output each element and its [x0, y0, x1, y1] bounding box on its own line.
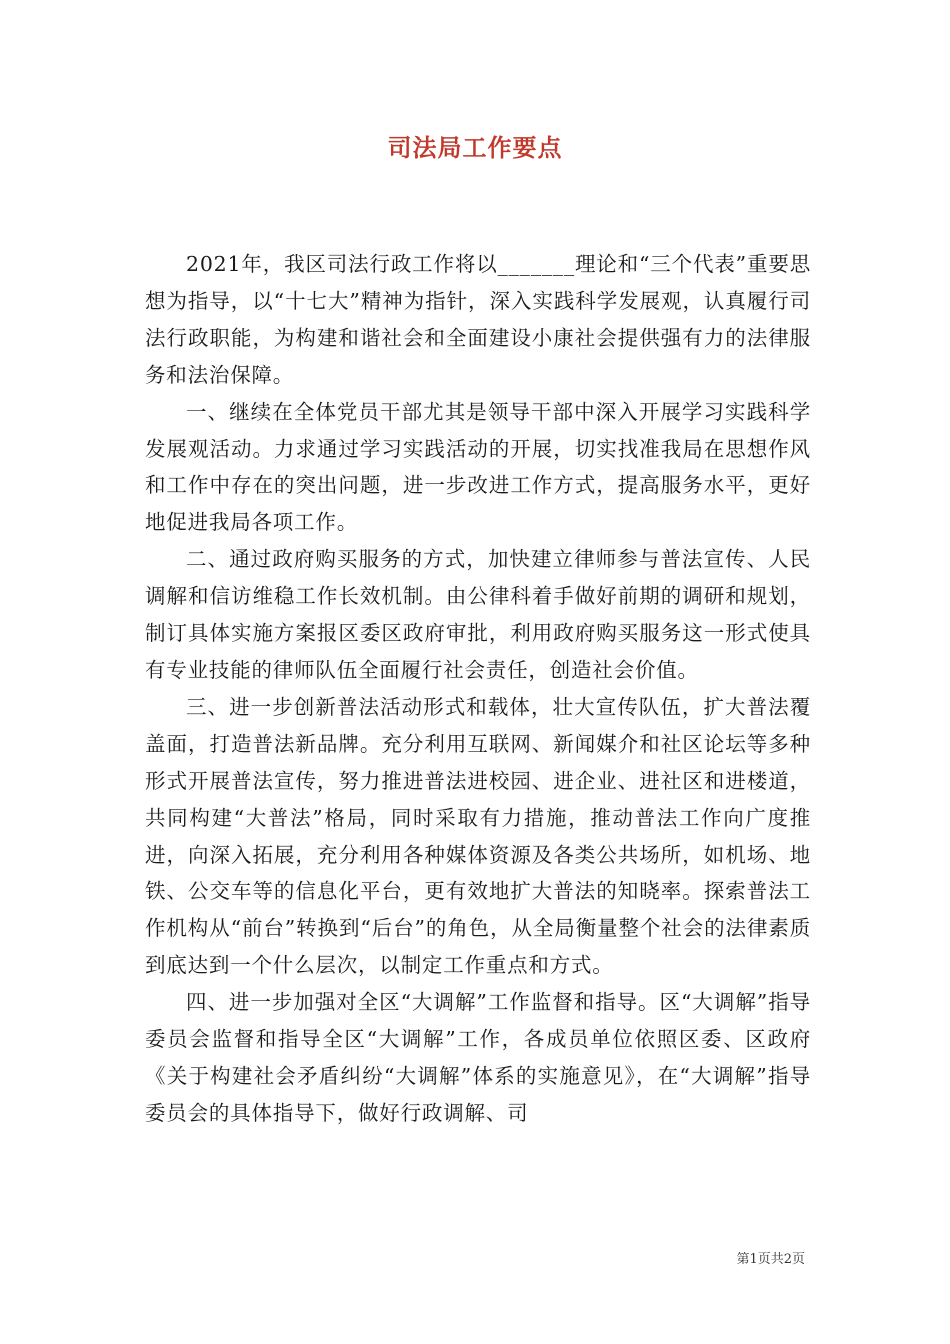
- paragraph-item-3: 三、进一步创新普法活动形式和载体，壮大宣传队伍，扩大普法覆盖面，打造普法新品牌。充分利用互联网、新闻媒介和社区论坛等多种形式开展普法宣传，努力推进普法进校园、进企业、进社区和进楼道，共同构建“大普法”格局，同时采取有力措施，推动普法工作向广度推进，向深入拓展，充分利用各种媒体资源及各类公共场所，如机场、地铁、公交车等的信息化平台，更有效地扩大普法的知晓率。探索普法工作机构从“前台”转换到“后台”的角色，从全局衡量整个社会的法律素质到底达到一个什么层次，以制定工作重点和方式。: [145, 694, 811, 978]
- paragraph-item-4: 四、进一步加强对全区“大调解”工作监督和指导。区“大调解”指导委员会监督和指导全区“大调解”工作，各成员单位依照区委、区政府《关于构建社会矛盾纠纷“大调解”体系的实施意见》，在“大调解”指导委员会的具体指导下，做好行政调解、司: [145, 990, 811, 1125]
- paragraph-item-2: 二、通过政府购买服务的方式，加快建立律师参与普法宣传、人民调解和信访维稳工作长效机制。由公律科着手做好前期的调研和规划，制订具体实施方案报区委区政府审批，利用政府购买服务这一形式使具有专业技能的律师队伍全面履行社会责任，创造社会价值。: [145, 547, 811, 682]
- document-body: [145, 246, 811, 1132]
- paragraph-item-1: 一、继续在全体党员干部尤其是领导干部中深入开展学习实践科学发展观活动。力求通过学习实践活动的开展，切实找准我局在思想作风和工作中存在的突出问题，进一步改进工作方式，提高服务水平，更好地促进我局各项工作。: [145, 399, 811, 535]
- document-title: 司法局工作要点: [387, 133, 563, 162]
- page-number: 第1页共2页: [736, 1252, 805, 1267]
- paragraph-intro: 2021年，我区司法行政工作将以_______理论和“三个代表”重要思想为指导，以“十七大”精神为指针，深入实践科学发展观，认真履行司法行政职能，为构建和谐社会和全面建设小康社会提供强有力的法律服务和法治保障。: [145, 252, 811, 387]
